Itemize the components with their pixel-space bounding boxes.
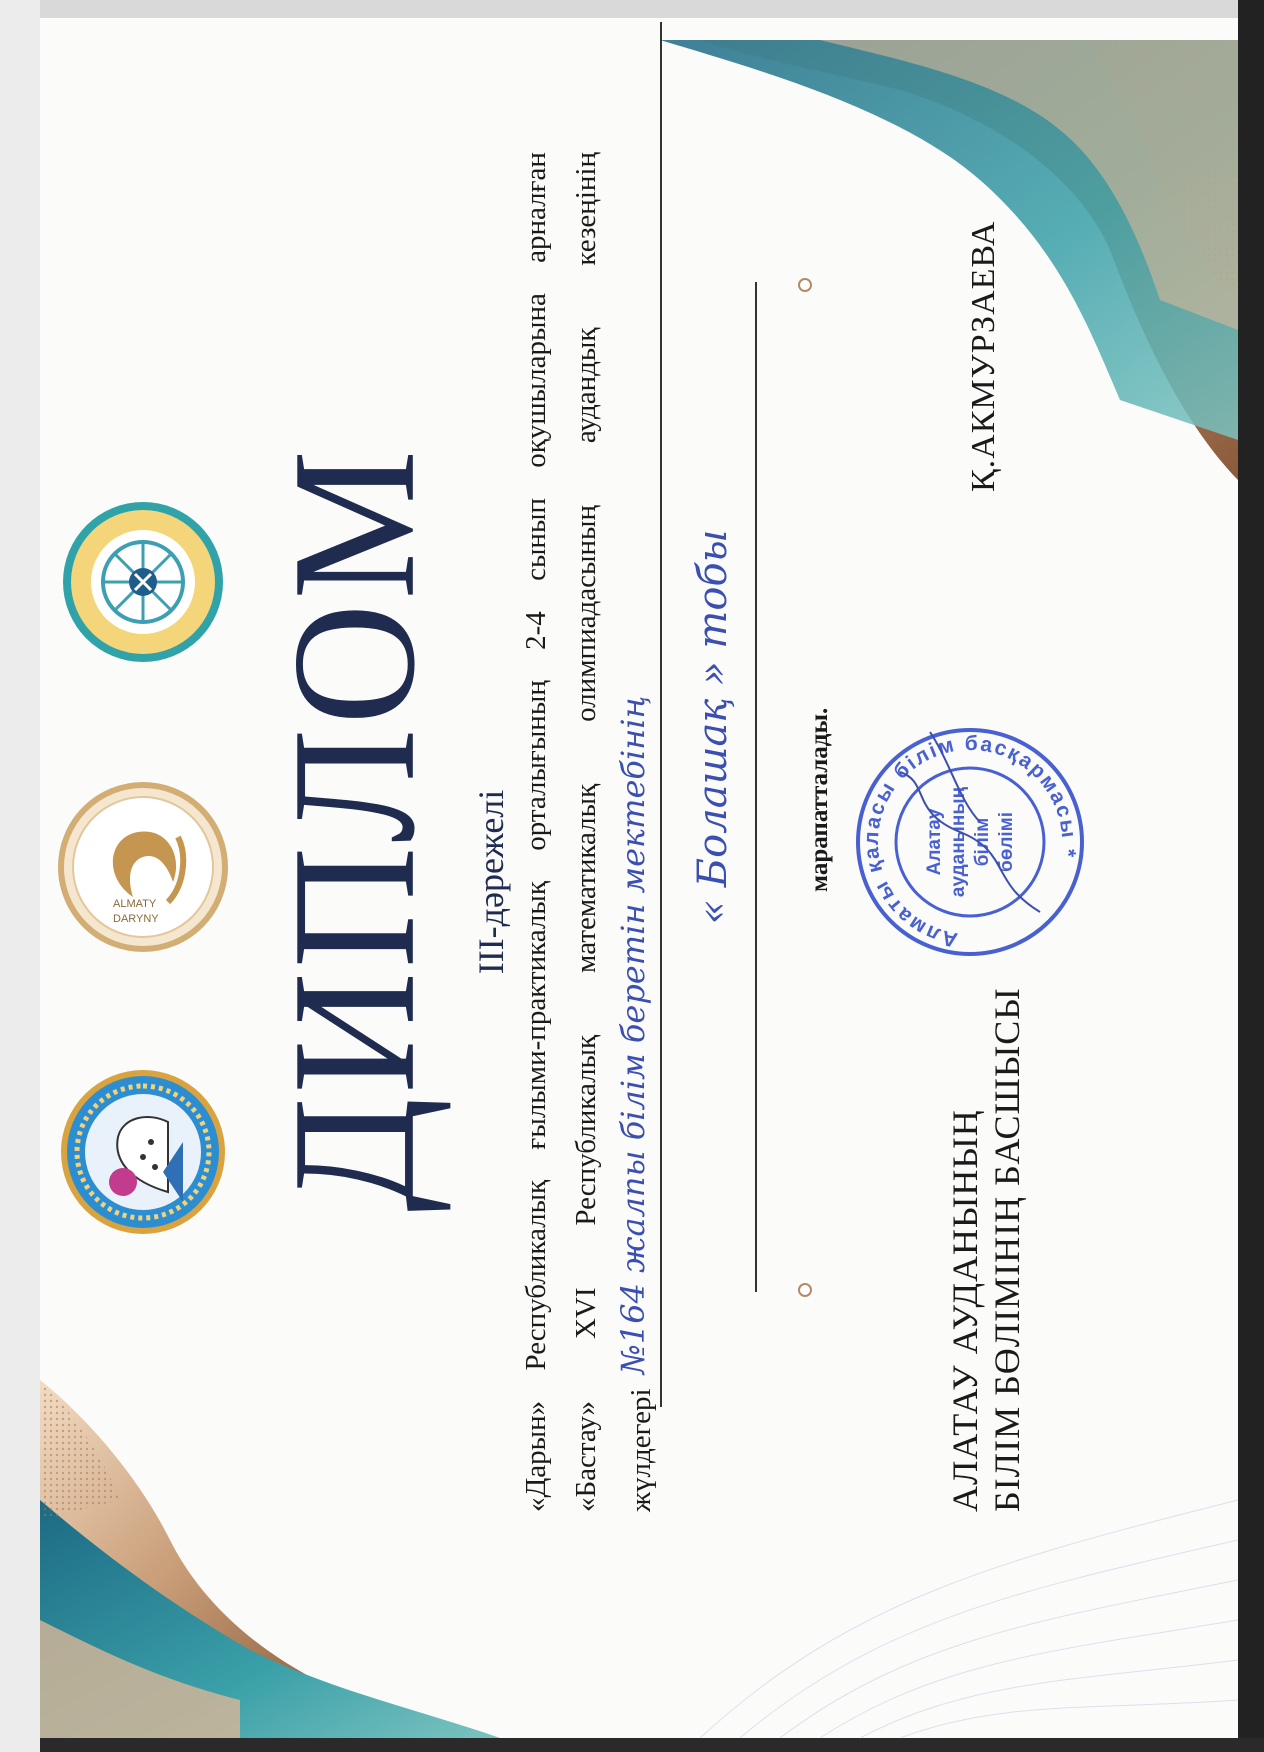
line1-word: Республикалық (520, 1179, 552, 1371)
stamp-inner-line-2: ауданының (948, 786, 969, 898)
stamp-outer-text: Алматы қаласы білім басқармасы * (859, 731, 1081, 952)
line2-word: кезеңінің (570, 152, 602, 266)
line2-word: математикалық (570, 783, 602, 973)
line1-word: «Дарын» (520, 1400, 552, 1512)
line1-word: оқушыларына (520, 293, 552, 468)
text-line-1 (520, 152, 553, 1512)
ornament-dot-left (798, 1283, 812, 1297)
line2-word: «Бастау» (570, 1400, 602, 1512)
line1-word: арналған (520, 152, 552, 263)
almaty-emblem-icon (61, 1070, 225, 1234)
department-line-1: АЛАТАУ АУДАНЫНЫҢ (945, 1109, 985, 1512)
official-stamp (840, 712, 1100, 972)
text-line-2 (570, 152, 603, 1512)
almaty-daryny-logo-icon (61, 785, 225, 949)
diploma-title: ДИПЛОМ (256, 446, 452, 1212)
department-line-2: БІЛІМ БӨЛІМІНІҢ БАСШЫСЫ (986, 987, 1027, 1512)
line2-word: олимпиадасының (570, 505, 602, 722)
alatau-district-emblem-icon (63, 502, 223, 662)
diploma-degree: III-дәрежелі (471, 789, 511, 975)
department-title (945, 987, 1029, 1512)
logos-row (55, 462, 235, 1262)
stamp-inner-line-3: білім (972, 817, 993, 867)
awarded-text: марапатталады. (806, 707, 833, 892)
signer-name: Қ.АКМУРЗАЕВА (965, 220, 1002, 492)
handwritten-school: №164 жалпы білім беретін мектебінің (614, 695, 652, 1375)
line1-word: сынып (520, 498, 552, 581)
line2-word: XVI (570, 1287, 602, 1340)
stamp-inner-line-1: Алатау (924, 808, 945, 876)
line1-word: орталығының (520, 680, 552, 851)
stamp-inner-line-4: бөлімі (996, 811, 1017, 873)
line1-word: ғылыми-практикалық (520, 881, 552, 1150)
underline-school (660, 22, 662, 1407)
ornament-dot-right (798, 278, 812, 292)
svg-text:Алматы қаласы білім басқармасы (860, 732, 1081, 951)
underline-name (755, 282, 757, 1292)
line2-word: Республикалық (570, 1034, 602, 1226)
line1-word: 2-4 (520, 611, 552, 650)
text-line-3 (614, 152, 658, 1512)
line3-prefix: жүлдегері (625, 1388, 657, 1512)
line2-word: аудандық (570, 327, 602, 444)
svg-text:ALMATY: ALMATY (113, 898, 157, 910)
svg-text:DARYNY: DARYNY (113, 913, 159, 925)
handwritten-group-name: « Болашақ » тобы (690, 529, 736, 925)
